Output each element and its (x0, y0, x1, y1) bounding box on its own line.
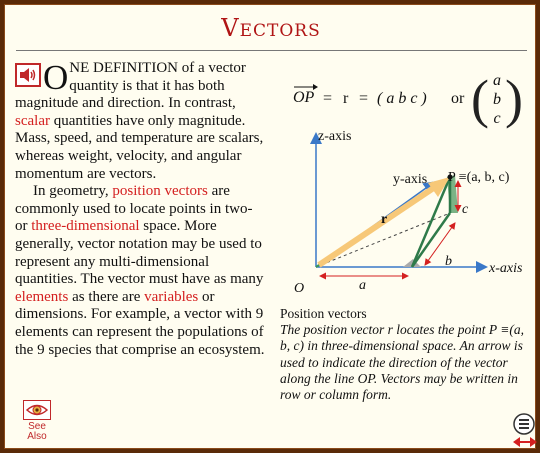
figure-caption (280, 306, 530, 403)
see-also-button[interactable] (20, 400, 54, 442)
link-scalar[interactable]: scalar (15, 112, 50, 129)
b-label: b (445, 254, 452, 269)
caption-body: The position vector r locates the point P ≡(a, b, c) in three-dimensional space. An arrow is used to indicate the direction of the vector along the line OP. Vectors may be written in row or column form. (280, 322, 524, 403)
formula-column-vector (489, 71, 505, 128)
paragraph-2-c: space. More generally, vector notation may be used to represent any multi-dimensional quantities. The vector must have as many (15, 218, 264, 288)
origin-label: O (294, 281, 305, 296)
link-position-vectors[interactable]: position vectors (112, 183, 208, 200)
link-variables[interactable]: variables (144, 288, 199, 305)
see-also-icon-box (23, 400, 51, 420)
formula-equals-2: = (359, 90, 369, 107)
vector-formula (293, 69, 523, 133)
speaker-icon (19, 67, 37, 83)
body-text (15, 60, 265, 359)
contents-icon[interactable] (513, 413, 535, 435)
column-b: b (493, 91, 501, 108)
formula-op: OP (293, 89, 315, 106)
paragraph-2-d: as there are (68, 288, 145, 305)
drop-cap: O (43, 58, 69, 97)
link-elements[interactable]: elements (15, 288, 69, 305)
formula-equals-1: = (323, 90, 333, 107)
see-also-label-2: Also (27, 431, 47, 442)
formula-row-vector: ( a b c ) (377, 90, 427, 107)
see-also-label-1: See (28, 421, 46, 432)
formula-r: r (343, 90, 349, 107)
c-label: c (462, 202, 469, 217)
vector-r-label: r (381, 212, 388, 227)
audio-button[interactable] (15, 63, 41, 87)
paragraph-1-rest: quantities have only magnitude. Mass, speed, and temperature are scalars, whereas weight, velocity, and angular momentum are vectors. (15, 112, 264, 182)
paragraph-1-lead: NE DEFINITION of a vector quantity is that it has both magnitude and direction. In contrast, (15, 60, 246, 112)
next-arrow-icon[interactable] (530, 437, 537, 447)
link-three-dimensional[interactable]: three-dimensional (31, 218, 140, 235)
prev-next-arrows-icon[interactable] (513, 437, 537, 447)
left-paren-icon: ( (471, 69, 489, 129)
paragraph-2-a: In geometry, (33, 183, 113, 200)
a-label: a (359, 278, 366, 293)
caption-title: Position vectors (280, 306, 367, 321)
title-divider (16, 50, 527, 51)
x-axis-label: x-axis (489, 261, 523, 276)
column-a: a (493, 72, 501, 89)
paragraph-2-b: are commonly used to locate points in two- or (15, 183, 253, 235)
formula-or: or (451, 90, 465, 107)
point-p-label: P ≡(a, b, c) (448, 170, 510, 185)
eye-icon (24, 401, 50, 419)
page-title: Vectors (221, 14, 321, 42)
page (4, 4, 536, 449)
right-paren-icon: ) (505, 69, 523, 129)
position-vector-diagram (275, 127, 531, 296)
prev-arrow-icon[interactable] (513, 437, 520, 447)
z-axis-label: z-axis (318, 129, 352, 144)
y-axis-label: y-axis (393, 172, 428, 187)
paragraph-2-e: or dimensions. For example, a vector with 9 elements can represent the populations of the 9 species that comprise an ecosystem. (15, 288, 265, 358)
column-c: c (493, 110, 501, 127)
